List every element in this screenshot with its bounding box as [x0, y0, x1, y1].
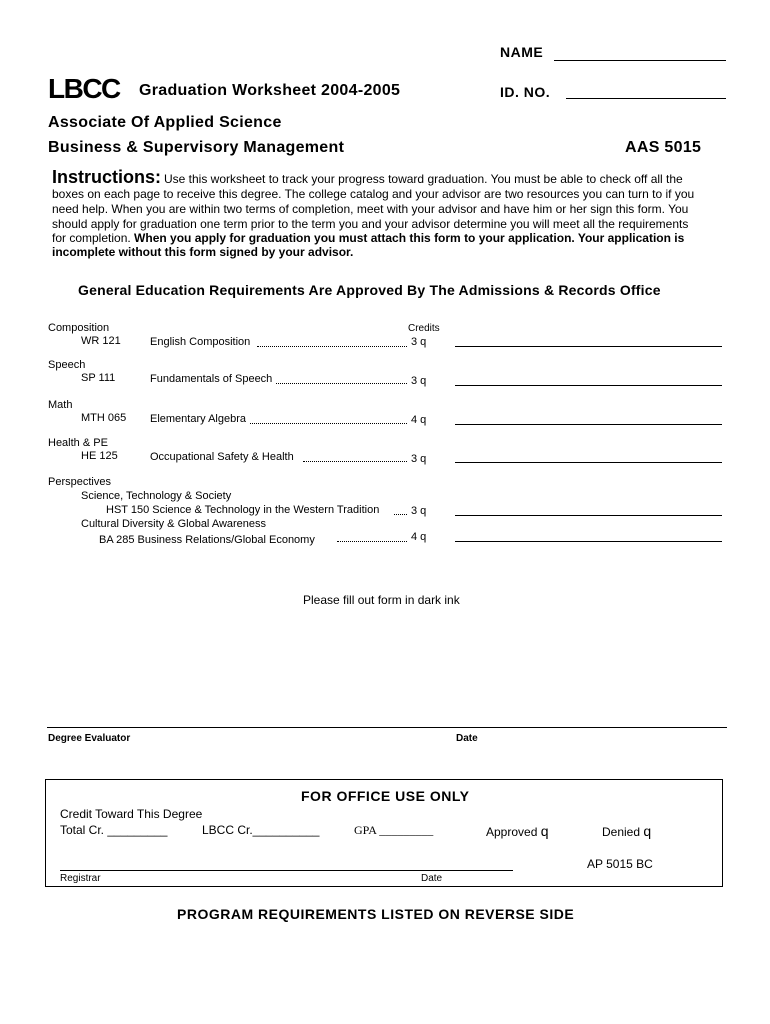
course-credits: 3 q: [411, 453, 427, 465]
course-credits: 3 q: [411, 375, 427, 387]
instructions-line-5: [52, 231, 684, 245]
worksheet-title: Graduation Worksheet 2004-2005: [139, 82, 401, 99]
ink-note: Please fill out form in dark ink: [303, 593, 460, 607]
registrar-label: Registrar: [60, 873, 101, 884]
approved-option[interactable]: [486, 823, 549, 839]
office-use-title: FOR OFFICE USE ONLY: [301, 788, 470, 804]
instructions-line-5-text: for completion.: [52, 231, 131, 245]
category-health: Health & PE: [48, 437, 108, 449]
course-code: WR 121: [81, 335, 121, 347]
credits-header: Credits: [408, 323, 440, 334]
instructions-line-3: need help. When you are within two terms of completion, meet with your advisor and have him or her sign this form. You: [52, 202, 689, 216]
leader-dots: [257, 346, 407, 347]
instructions-label: Instructions:: [52, 167, 162, 187]
degree-title: Associate Of Applied Science: [48, 114, 282, 131]
leader-dots: [276, 383, 407, 384]
leader-dots: [337, 541, 407, 542]
category-perspectives: Perspectives: [48, 476, 111, 488]
lbcc-credits-field[interactable]: LBCC Cr.__________: [202, 823, 320, 837]
signoff-line[interactable]: [455, 462, 722, 463]
signoff-line[interactable]: [455, 385, 722, 386]
course-code: SP 111: [81, 372, 116, 384]
course-credits: 4 q: [411, 531, 427, 543]
category-composition: Composition: [48, 322, 110, 334]
denied-label: Denied: [602, 825, 641, 839]
course-credits: 3 q: [411, 505, 427, 517]
name-label: NAME: [500, 44, 544, 60]
course-title: Fundamentals of Speech: [150, 373, 273, 385]
form-code: AP 5015 BC: [587, 857, 653, 871]
instructions-bold-2: incomplete without this form signed by your advisor.: [52, 245, 354, 259]
signoff-line[interactable]: [455, 541, 722, 542]
instructions-line-1: Use this worksheet to track your progress toward graduation. You must be able to check off all the: [164, 172, 683, 186]
subcategory-sci-tech: Science, Technology & Society: [81, 490, 232, 502]
leader-dots: [394, 514, 407, 515]
evaluator-label: Degree Evaluator: [48, 733, 131, 744]
total-credits-field[interactable]: Total Cr. _________: [60, 823, 168, 837]
reverse-side-note: PROGRAM REQUIREMENTS LISTED ON REVERSE SIDE: [177, 906, 575, 922]
id-field[interactable]: [566, 98, 726, 99]
leader-dots: [250, 423, 407, 424]
denied-option[interactable]: [602, 823, 651, 839]
subcategory-cultural: Cultural Diversity & Global Awareness: [81, 518, 267, 530]
course-code: HE 125: [81, 450, 118, 462]
signoff-line[interactable]: [455, 515, 722, 516]
instructions-line-4: should apply for graduation one term prior to the term you and your advisor determine you will meet all the requirements: [52, 217, 689, 231]
instructions-line-2: boxes on each page to receive this degree. The college catalog and your advisor are two resources you can turn to if you: [52, 187, 695, 201]
signoff-line[interactable]: [455, 346, 722, 347]
id-label: ID. NO.: [500, 84, 551, 100]
program-title: Business & Supervisory Management: [48, 139, 345, 156]
evaluator-signature-line[interactable]: [47, 727, 727, 728]
lbcc-logo: LBCC: [48, 73, 120, 104]
course-title: BA 285 Business Relations/Global Economy: [99, 534, 315, 546]
denied-checkbox[interactable]: q: [643, 823, 652, 839]
leader-dots: [303, 461, 407, 462]
program-code: AAS 5015: [625, 139, 702, 156]
course-title: Elementary Algebra: [150, 413, 246, 425]
course-code: MTH 065: [81, 412, 127, 424]
course-title: Occupational Safety & Health: [150, 451, 294, 463]
category-speech: Speech: [48, 359, 86, 371]
approved-checkbox[interactable]: q: [540, 823, 549, 839]
credit-toward-label: Credit Toward This Degree: [60, 807, 203, 821]
signoff-line[interactable]: [455, 424, 722, 425]
category-math: Math: [48, 399, 73, 411]
approved-label: Approved: [486, 825, 538, 839]
registrar-signature-line[interactable]: [60, 870, 513, 871]
evaluator-date-label: Date: [456, 733, 478, 744]
name-field[interactable]: [554, 60, 726, 61]
registrar-date-label: Date: [421, 873, 443, 884]
course-credits: 3 q: [411, 336, 427, 348]
course-title: HST 150 Science & Technology in the Western Tradition: [106, 504, 380, 516]
gen-ed-heading: General Education Requirements Are Approved By The Admissions & Records Office: [78, 282, 661, 298]
gpa-field[interactable]: GPA _________: [354, 823, 434, 837]
course-title: English Composition: [150, 336, 251, 348]
course-credits: 4 q: [411, 414, 427, 426]
instructions-bold-1: When you apply for graduation you must attach this form to your application. Your application is: [134, 231, 685, 245]
